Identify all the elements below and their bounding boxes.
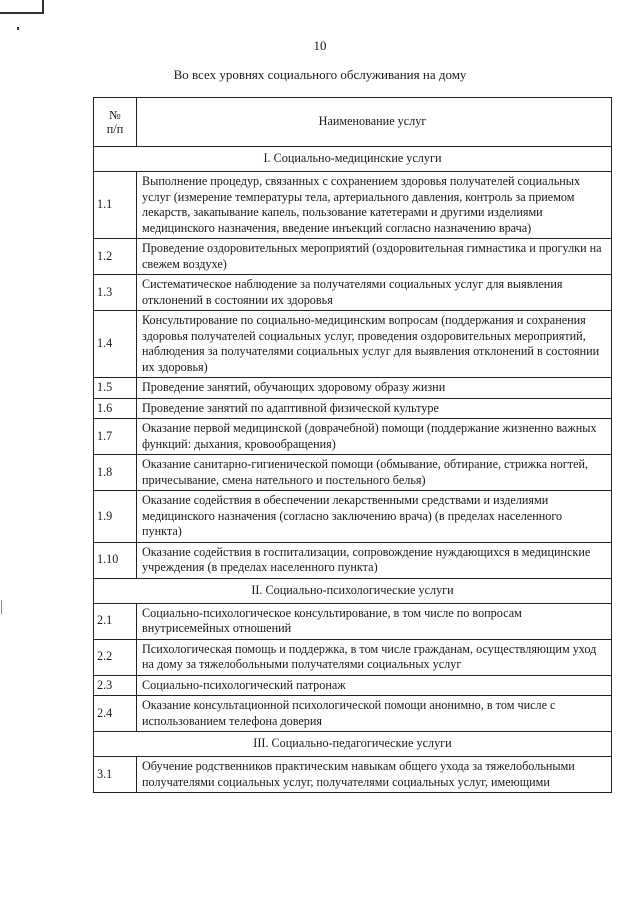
service-number: 1.6 bbox=[94, 398, 137, 419]
service-name: Проведение оздоровительных мероприятий (оздоровительная гимнастика и прогулки на свежем воздухе) bbox=[137, 239, 612, 275]
service-number: 2.4 bbox=[94, 696, 137, 732]
services-table bbox=[93, 97, 612, 793]
scan-side-mark bbox=[1, 600, 2, 614]
service-name: Оказание содействия в госпитализации, сопровождение нуждающихся в медицинские учреждения (в пределах населенного пункта) bbox=[137, 542, 612, 578]
service-name: Оказание санитарно-гигиенической помощи (обмывание, обтирание, стрижка ногтей, причесывание, смена нательного и постельного белья) bbox=[137, 455, 612, 491]
service-number: 1.9 bbox=[94, 491, 137, 543]
service-name: Проведение занятий по адаптивной физической культуре bbox=[137, 398, 612, 419]
section-title: III. Социально-педагогические услуги bbox=[94, 732, 612, 757]
service-number: 1.2 bbox=[94, 239, 137, 275]
service-name: Психологическая помощь и поддержка, в том числе гражданам, осуществляющим уход на дому за тяжелобольными получателями социальных услуг bbox=[137, 639, 612, 675]
table-row bbox=[94, 275, 612, 311]
table-row bbox=[94, 398, 612, 419]
service-name: Обучение родственников практическим навыкам общего ухода за тяжелобольными получателями социальных услуг, получателями социальных услуг, имеющими bbox=[137, 757, 612, 793]
table-row bbox=[94, 603, 612, 639]
service-number: 1.3 bbox=[94, 275, 137, 311]
section-title: I. Социально-медицинские услуги bbox=[94, 147, 612, 172]
table-row bbox=[94, 675, 612, 696]
scan-corner-mark-vertical bbox=[42, 0, 44, 14]
service-name: Систематическое наблюдение за получателями социальных услуг для выявления отклонений в состоянии их здоровья bbox=[137, 275, 612, 311]
service-number: 3.1 bbox=[94, 757, 137, 793]
section-row bbox=[94, 147, 612, 172]
service-number: 1.7 bbox=[94, 419, 137, 455]
service-name: Социально-психологический патронаж bbox=[137, 675, 612, 696]
service-name: Выполнение процедур, связанных с сохранением здоровья получателей социальных услуг (измерение температуры тела, артериального давления, контроль за приемом лекарств, закапывание капель, пользование катетерами и другими изделиями медицинского назначения, введение инъекций согласно назначению врача) bbox=[137, 172, 612, 239]
table-row bbox=[94, 491, 612, 543]
service-name: Оказание консультационной психологической помощи анонимно, в том числе с использованием телефона доверия bbox=[137, 696, 612, 732]
service-name: Проведение занятий, обучающих здоровому образу жизни bbox=[137, 378, 612, 399]
table-row bbox=[94, 311, 612, 378]
section-title: II. Социально-психологические услуги bbox=[94, 578, 612, 603]
section-row bbox=[94, 578, 612, 603]
scan-corner-mark-horizontal bbox=[0, 12, 44, 14]
service-number: 1.10 bbox=[94, 542, 137, 578]
table-row bbox=[94, 239, 612, 275]
table-row bbox=[94, 696, 612, 732]
service-name: Оказание содействия в обеспечении лекарственными средствами и изделиями медицинского назначения (согласно заключению врача) (в пределах населенного пункта) bbox=[137, 491, 612, 543]
service-name: Консультирование по социально-медицинским вопросам (поддержания и сохранения здоровья получателей социальных услуг, проведения оздоровительных мероприятий, наблюдения за получателями социальных услуг для выявления отклонений в состоянии их здоровья) bbox=[137, 311, 612, 378]
page-subtitle: Во всех уровнях социального обслуживания на дому bbox=[173, 67, 467, 82]
service-name: Социально-психологическое консультирование, в том числе по вопросам внутрисемейных отношений bbox=[137, 603, 612, 639]
service-number: 1.8 bbox=[94, 455, 137, 491]
table-row bbox=[94, 542, 612, 578]
table-body bbox=[94, 147, 612, 793]
table-row bbox=[94, 757, 612, 793]
header-number: № п/п bbox=[94, 98, 137, 147]
table-row bbox=[94, 172, 612, 239]
table-header-row bbox=[94, 98, 612, 147]
service-number: 2.1 bbox=[94, 603, 137, 639]
page-number: 10 bbox=[313, 38, 327, 53]
service-number: 2.3 bbox=[94, 675, 137, 696]
table-row bbox=[94, 455, 612, 491]
service-number: 1.4 bbox=[94, 311, 137, 378]
table-row bbox=[94, 639, 612, 675]
table-row bbox=[94, 378, 612, 399]
header-service-name: Наименование услуг bbox=[137, 98, 612, 147]
service-number: 2.2 bbox=[94, 639, 137, 675]
scan-dot bbox=[17, 27, 19, 30]
service-number: 1.5 bbox=[94, 378, 137, 399]
service-number: 1.1 bbox=[94, 172, 137, 239]
section-row bbox=[94, 732, 612, 757]
service-name: Оказание первой медицинской (доврачебной) помощи (поддержание жизненно важных функций: дыхания, кровообращения) bbox=[137, 419, 612, 455]
table-row bbox=[94, 419, 612, 455]
